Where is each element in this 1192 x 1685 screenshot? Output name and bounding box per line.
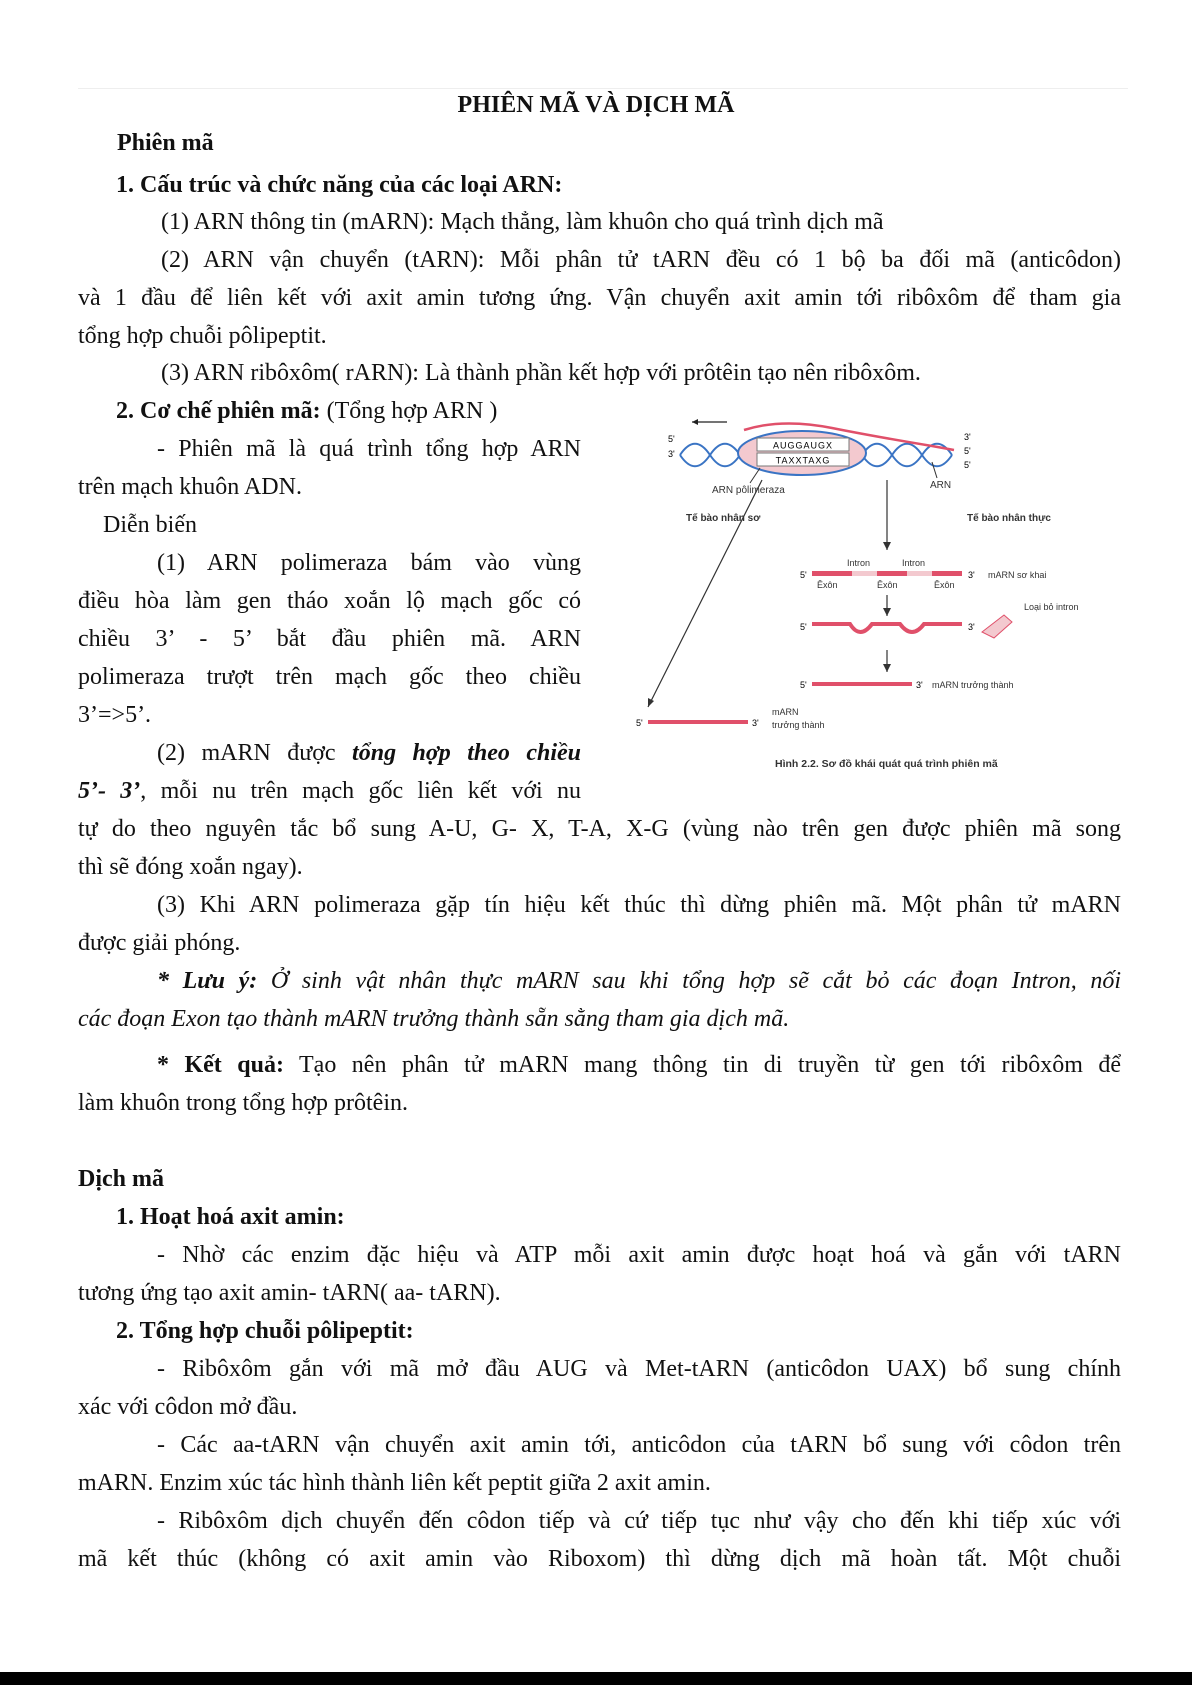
note-label: * Lưu ý: <box>157 968 258 994</box>
splice-5prime: 5' <box>800 622 807 632</box>
note-line2: các đoạn Exon tạo thành mARN trưởng thành sẵn sằng tham gia dịch mã. <box>78 1006 790 1032</box>
intron-segment-1 <box>852 571 877 576</box>
intron-label-1: Intron <box>847 558 871 568</box>
result-line2: làm khuôn trong tổng hợp prôtêin. <box>78 1090 408 1116</box>
note-line1 <box>157 966 1121 996</box>
intro-line2: trên mạch khuôn ADN. <box>78 474 302 500</box>
te-bao-nhan-thuc-label: Tế bào nhân thực <box>967 513 1051 524</box>
dna-template-sequence: TAXXTAXG <box>775 455 831 466</box>
eukaryote-arrowhead-2 <box>883 608 891 616</box>
result-line1 <box>157 1050 1121 1080</box>
page-title: PHIÊN MÃ VÀ DỊCH MÃ <box>457 92 735 118</box>
step2-line1-a: (2) mARN được <box>157 740 353 766</box>
prok-5prime: 5' <box>636 718 643 728</box>
splice-3prime: 3' <box>968 622 975 632</box>
step2-line2 <box>78 776 581 806</box>
prok-3prime: 3' <box>752 718 759 728</box>
dna-helix <box>668 419 971 475</box>
step2-line2-rest: , mỗi nu trên mạch gốc liên kết với nu <box>140 778 581 804</box>
pre-mrna-5prime: 5' <box>800 570 807 580</box>
section-heading-phien-ma: Phiên mã <box>117 130 214 156</box>
hoat-hoa-line2: tương ứng tạo axit amin- tARN( aa- tARN). <box>78 1280 501 1306</box>
te-bao-nhan-so-label: Tế bào nhân sơ <box>686 513 761 524</box>
pre-mrna-strand <box>812 571 962 576</box>
marn-so-khai-label: mARN sơ khai <box>988 570 1047 580</box>
subheading-tong-hop: 2. Tổng hợp chuỗi pôlipeptit: <box>116 1318 414 1344</box>
step2-line1 <box>157 738 581 768</box>
tong-hop-c-line2: mã kết thúc (không có axit amin vào Riboxom) thì dừng dịch mã hoàn tất. Một chuỗi <box>78 1546 1121 1572</box>
step1-line1: (1) ARN polimeraza bám vào vùng <box>157 550 581 576</box>
section-heading-dich-ma: Dịch mã <box>78 1166 164 1192</box>
loai-bo-intron-label: Loại bỏ intron <box>1024 602 1079 612</box>
arn-polimeraza-pointer <box>750 468 760 483</box>
exon-label-3: Êxôn <box>934 580 955 590</box>
step1-line4: polimeraza trượt trên mạch gốc theo chiều <box>78 664 581 690</box>
step2-line3: tự do theo nguyên tắc bổ sung A-U, G- X, T-A, X-G (vùng nào trên gen được phiên mã song <box>78 816 1121 842</box>
paragraph-marn: (1) ARN thông tin (mARN): Mạch thẳng, làm khuôn cho quá trình dịch mã <box>161 209 884 235</box>
figure-caption: Hình 2.2. Sơ đồ khái quát quá trình phiên mã <box>775 758 998 770</box>
tong-hop-b-line1: - Các aa-tARN vận chuyển axit amin tới, anticôdon của tARN bổ sung với côdon trên <box>157 1432 1121 1458</box>
tong-hop-a-line2: xác với côdon mở đầu. <box>78 1394 298 1420</box>
intron-label-2: Intron <box>902 558 926 568</box>
header-rule <box>78 88 1128 89</box>
pre-mrna-3prime: 3' <box>968 570 975 580</box>
dna-strand-left-2 <box>680 444 740 467</box>
intron-segment-2 <box>907 571 932 576</box>
subheading-co-che-rest: (Tổng hợp ARN ) <box>320 398 498 424</box>
paragraph-rarn: (3) ARN ribôxôm( rARN): Là thành phần kết hợp với prôtêin tạo nên ribôxôm. <box>161 360 921 386</box>
mature-3prime: 3' <box>916 680 923 690</box>
result-label: * Kết quả: <box>157 1052 284 1078</box>
paragraph-tarn-line1: (2) ARN vận chuyển (tARN): Mỗi phân tử tARN đều có 1 bộ ba đối mã (anticôdon) <box>161 247 1121 273</box>
subheading-cau-truc: 1. Cấu trúc và chức năng của các loại ARN: <box>116 172 563 198</box>
exon-label-1: Êxôn <box>817 580 838 590</box>
subheading-co-che-bold: 2. Cơ chế phiên mã: <box>116 398 321 424</box>
arn-pointer <box>932 462 937 478</box>
arn-polimeraza-label: ARN pôlimeraza <box>712 485 785 496</box>
dien-bien-label: Diễn biến <box>103 512 197 538</box>
step2-line1-emph: tổng hợp theo chiều <box>352 740 581 766</box>
intro-line1: - Phiên mã là quá trình tổng hợp ARN <box>157 436 581 462</box>
rna-5prime-right: 5' <box>964 460 971 470</box>
dna-5prime-top: 5' <box>668 434 675 444</box>
direction-arrowhead <box>692 419 698 425</box>
dna-3prime-right: 3' <box>964 432 971 442</box>
subheading-co-che <box>116 396 497 426</box>
prokaryote-arrowhead <box>648 698 654 707</box>
note-text1: Ở sinh vật nhân thực mARN sau khi tổng hợp sẽ cắt bỏ các đoạn Intron, nối <box>257 968 1121 994</box>
step1-line2: điều hòa làm gen tháo xoắn lộ mạch gốc có <box>78 588 581 614</box>
step3-line1: (3) Khi ARN polimeraza gặp tín hiệu kết thúc thì dừng phiên mã. Một phân tử mARN <box>157 892 1121 918</box>
paragraph-tarn-line3: tổng hợp chuỗi pôlipeptit. <box>78 323 327 349</box>
step2-line4: thì sẽ đóng xoắn ngay). <box>78 854 303 880</box>
step3-line2: được giải phóng. <box>78 930 241 956</box>
bottom-border <box>0 1672 1192 1685</box>
step2-line2-emph: 5’- 3’ <box>78 778 141 804</box>
tong-hop-a-line1: - Ribôxôm gắn với mã mở đầu AUG và Met-tARN (anticôdon UAX) bổ sung chính <box>157 1356 1121 1382</box>
subheading-hoat-hoa: 1. Hoạt hoá axit amin: <box>116 1204 345 1230</box>
result-text1: Tạo nên phân tử mARN mang thông tin di truyền từ gen tới ribôxôm để <box>283 1052 1122 1078</box>
hoat-hoa-line1: - Nhờ các enzim đặc hiệu và ATP mỗi axit amin được hoạt hoá và gắn với tARN <box>157 1242 1121 1268</box>
tong-hop-c-line1: - Ribôxôm dịch chuyển đến côdon tiếp và cứ tiếp tục như vậy cho đến khi tiếp xúc với <box>157 1508 1121 1534</box>
step1-line3: chiều 3’ - 5’ bắt đầu phiên mã. ARN <box>78 626 581 652</box>
eukaryote-arrowhead-3 <box>883 664 891 672</box>
mature-mrna-strand <box>812 682 912 686</box>
step1-line5: 3’=>5’. <box>78 702 152 728</box>
dna-3prime-top: 3' <box>668 449 675 459</box>
rna-sequence: AUGGAUGX <box>772 440 834 451</box>
dna-5prime-right: 5' <box>964 446 971 456</box>
mature-5prime: 5' <box>800 680 807 690</box>
eukaryote-arrowhead-1 <box>883 542 891 550</box>
prok-marn-label: mARN <box>772 707 799 717</box>
transcription-diagram <box>632 410 1132 785</box>
paragraph-tarn-line2: và 1 đầu để liên kết với axit amin tương ứng. Vận chuyển axit amin tới ribôxôm để tham gia <box>78 285 1121 311</box>
prok-mrna-strand <box>648 720 748 724</box>
removed-intron <box>982 615 1012 638</box>
arn-label: ARN <box>930 480 952 491</box>
prok-truong-thanh-label: trưởng thành <box>772 720 825 730</box>
tong-hop-b-line2: mARN. Enzim xúc tác hình thành liên kết peptit giữa 2 axit amin. <box>78 1470 711 1496</box>
marn-truong-thanh-label: mARN trưởng thành <box>932 680 1014 690</box>
exon-label-2: Êxôn <box>877 580 898 590</box>
splicing-strand <box>812 624 962 632</box>
